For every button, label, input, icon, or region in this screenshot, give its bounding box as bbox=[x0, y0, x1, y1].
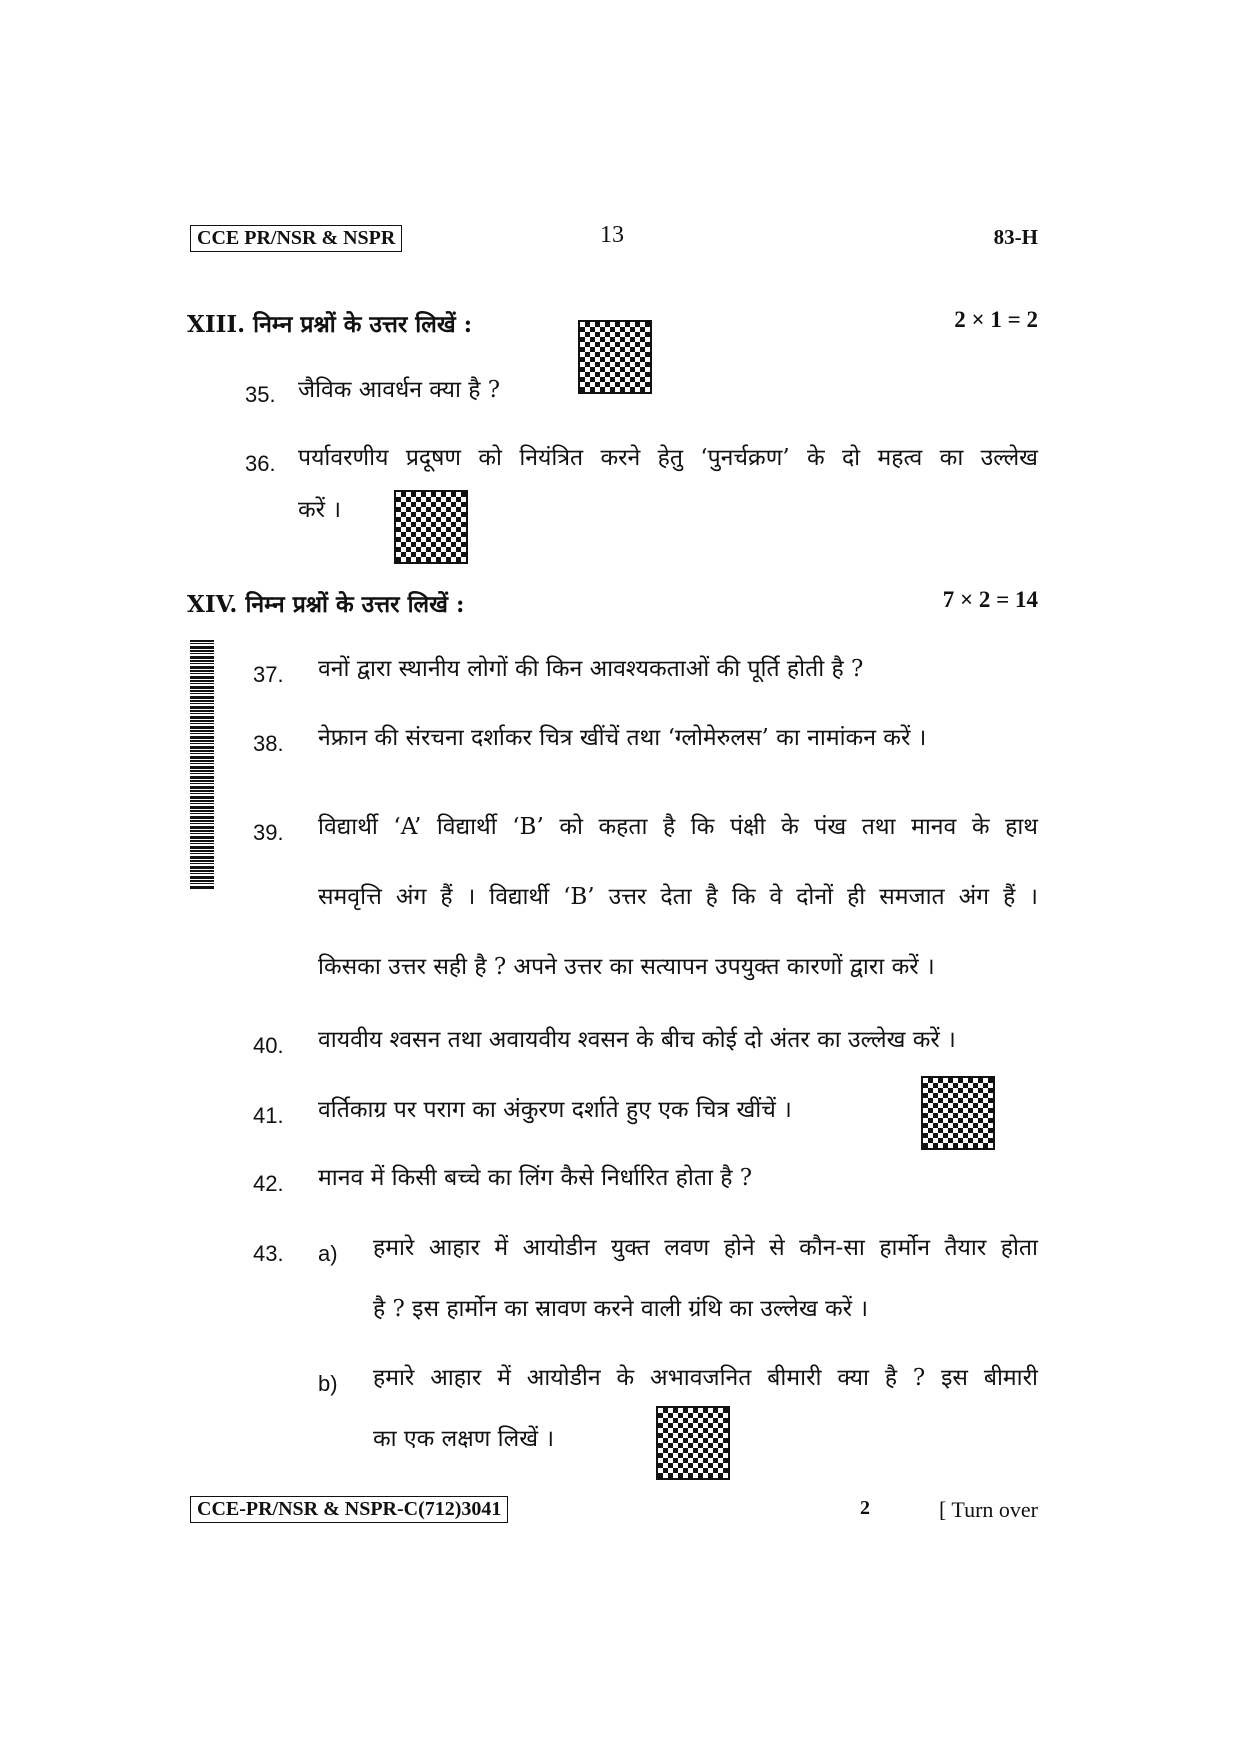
page-number: 13 bbox=[600, 222, 624, 248]
qr-code-icon bbox=[396, 492, 466, 562]
sub-question-label: a) bbox=[318, 1241, 338, 1266]
footer-code: CCE-PR/NSR & NSPR-C(712)3041 bbox=[190, 1496, 508, 1523]
question-text: विद्यार्थी ‘A’ विद्यार्थी ‘B’ को कहता है कि पंक्षी के पंख तथा मानव के हाथ bbox=[318, 814, 1038, 840]
question-text: करें । bbox=[298, 497, 342, 523]
question-text: वर्तिकाग्र पर पराग का अंकुरण दर्शाते हुए एक चित्र खींचें । bbox=[318, 1097, 792, 1123]
question-number: 40. bbox=[253, 1033, 284, 1058]
question-text: वनों द्वारा स्थानीय लोगों की किन आवश्यकताओं की पूर्ति होती है ? bbox=[318, 656, 864, 682]
section-xiii-title: XIII. निम्न प्रश्नों के उत्तर लिखें : bbox=[187, 311, 473, 338]
question-text: पर्यावरणीय प्रदूषण को नियंत्रित करने हेतु ‘पुनर्चक्रण’ के दो महत्व का उल्लेख bbox=[298, 445, 1038, 471]
question-number: 43. bbox=[253, 1241, 284, 1266]
question-text: किसका उत्तर सही है ? अपने उत्तर का सत्यापन उपयुक्त कारणों द्वारा करें । bbox=[318, 954, 935, 980]
question-text: है ? इस हार्मोन का स्रावण करने वाली ग्रंथि का उल्लेख करें । bbox=[373, 1296, 869, 1322]
header-code-left: CCE PR/NSR & NSPR bbox=[190, 225, 402, 252]
question-number: 36. bbox=[245, 451, 276, 476]
question-number: 42. bbox=[253, 1171, 284, 1196]
sub-question-label: b) bbox=[318, 1371, 338, 1396]
question-number: 35. bbox=[245, 382, 276, 407]
question-number: 41. bbox=[253, 1103, 284, 1128]
question-number: 38. bbox=[253, 731, 284, 756]
question-text: मानव में किसी बच्चे का लिंग कैसे निर्धारित होता है ? bbox=[318, 1165, 753, 1191]
question-text: जैविक आवर्धन क्या है ? bbox=[298, 377, 501, 403]
question-text: नेफ्रान की संरचना दर्शाकर चित्र खींचें तथा ‘ग्लोमेरुलस’ का नामांकन करें । bbox=[318, 725, 927, 751]
question-text: हमारे आहार में आयोडीन के अभावजनित बीमारी क्या है ? इस बीमारी bbox=[373, 1365, 1038, 1391]
footer-sheet-number: 2 bbox=[860, 1497, 870, 1519]
header-code-right: 83-H bbox=[993, 225, 1038, 249]
question-text: वायवीय श्वसन तथा अवायवीय श्वसन के बीच कोई दो अंतर का उल्लेख करें । bbox=[318, 1027, 956, 1053]
section-xiv-title: XIV. निम्न प्रश्नों के उत्तर लिखें : bbox=[187, 591, 465, 618]
barcode-icon bbox=[190, 640, 214, 890]
section-xiv-marks: 7 × 2 = 14 bbox=[942, 587, 1038, 612]
turn-over-label: [ Turn over bbox=[938, 1497, 1038, 1522]
section-xiii-marks: 2 × 1 = 2 bbox=[954, 307, 1038, 332]
question-number: 37. bbox=[253, 662, 284, 687]
question-number: 39. bbox=[253, 820, 284, 845]
question-text: हमारे आहार में आयोडीन युक्त लवण होने से कौन-सा हार्मोन तैयार होता bbox=[373, 1235, 1038, 1261]
qr-code-icon bbox=[658, 1408, 728, 1478]
question-text: का एक लक्षण लिखें । bbox=[373, 1426, 555, 1452]
qr-code-icon bbox=[580, 322, 650, 392]
qr-code-icon bbox=[923, 1078, 993, 1148]
question-text: समवृत्ति अंग हैं । विद्यार्थी ‘B’ उत्तर देता है कि वे दोनों ही समजात अंग हैं । bbox=[318, 884, 1038, 910]
